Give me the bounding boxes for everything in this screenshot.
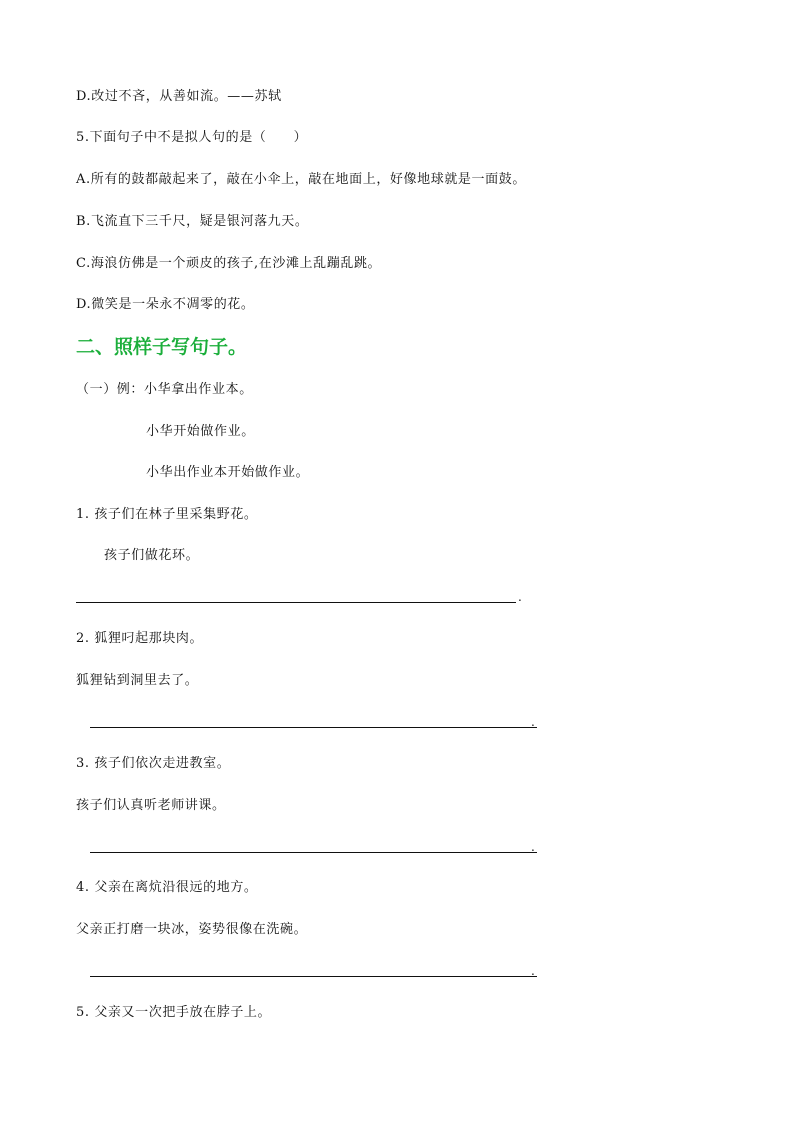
item-1-end-mark: . xyxy=(518,590,522,604)
q4-option-d: D.改过不吝，从善如流。——苏轼 xyxy=(76,89,282,104)
q5-option-d: D.微笑是一朵永不凋零的花。 xyxy=(76,297,255,312)
section-heading: 二、照样子写句子。 xyxy=(76,336,248,358)
item-3-end-mark: . xyxy=(531,840,535,854)
example-line-3: 小华出作业本开始做作业。 xyxy=(146,465,310,480)
item-1-second: 孩子们做花环。 xyxy=(104,548,200,563)
item-2-end-mark: . xyxy=(531,715,535,729)
item-3-first: 3. 孩子们依次走进教室。 xyxy=(76,756,231,771)
q5-stem: 5.下面句子中不是拟人句的是（ ） xyxy=(76,130,308,145)
item-4-first: 4. 父亲在离炕沿很远的地方。 xyxy=(76,880,258,895)
item-1-first: 1. 孩子们在林子里采集野花。 xyxy=(76,507,258,522)
item-4-answer-line[interactable] xyxy=(90,976,537,977)
q5-option-c: C.海浪仿佛是一个顽皮的孩子,在沙滩上乱蹦乱跳。 xyxy=(76,256,382,271)
q5-option-b: B.飞流直下三千尺，疑是银河落九天。 xyxy=(76,214,309,229)
example-line-2: 小华开始做作业。 xyxy=(146,424,255,439)
q5-option-a: A.所有的鼓都敲起来了，敲在小伞上，敲在地面上，好像地球就是一面鼓。 xyxy=(76,172,526,187)
item-4-end-mark: . xyxy=(531,964,535,978)
item-5-first: 5. 父亲又一次把手放在脖子上。 xyxy=(76,1005,272,1020)
item-2-first: 2. 狐狸叼起那块肉。 xyxy=(76,631,204,646)
item-2-second: 狐狸钻到洞里去了。 xyxy=(76,673,199,688)
item-4-second: 父亲正打磨一块冰，姿势很像在洗碗。 xyxy=(76,922,308,937)
item-3-answer-line[interactable] xyxy=(90,852,537,853)
item-1-answer-line[interactable] xyxy=(76,602,516,603)
item-2-answer-line[interactable] xyxy=(90,727,537,728)
item-3-second: 孩子们认真听老师讲课。 xyxy=(76,798,226,813)
example-lead: （一）例：小华拿出作业本。 xyxy=(76,382,253,397)
